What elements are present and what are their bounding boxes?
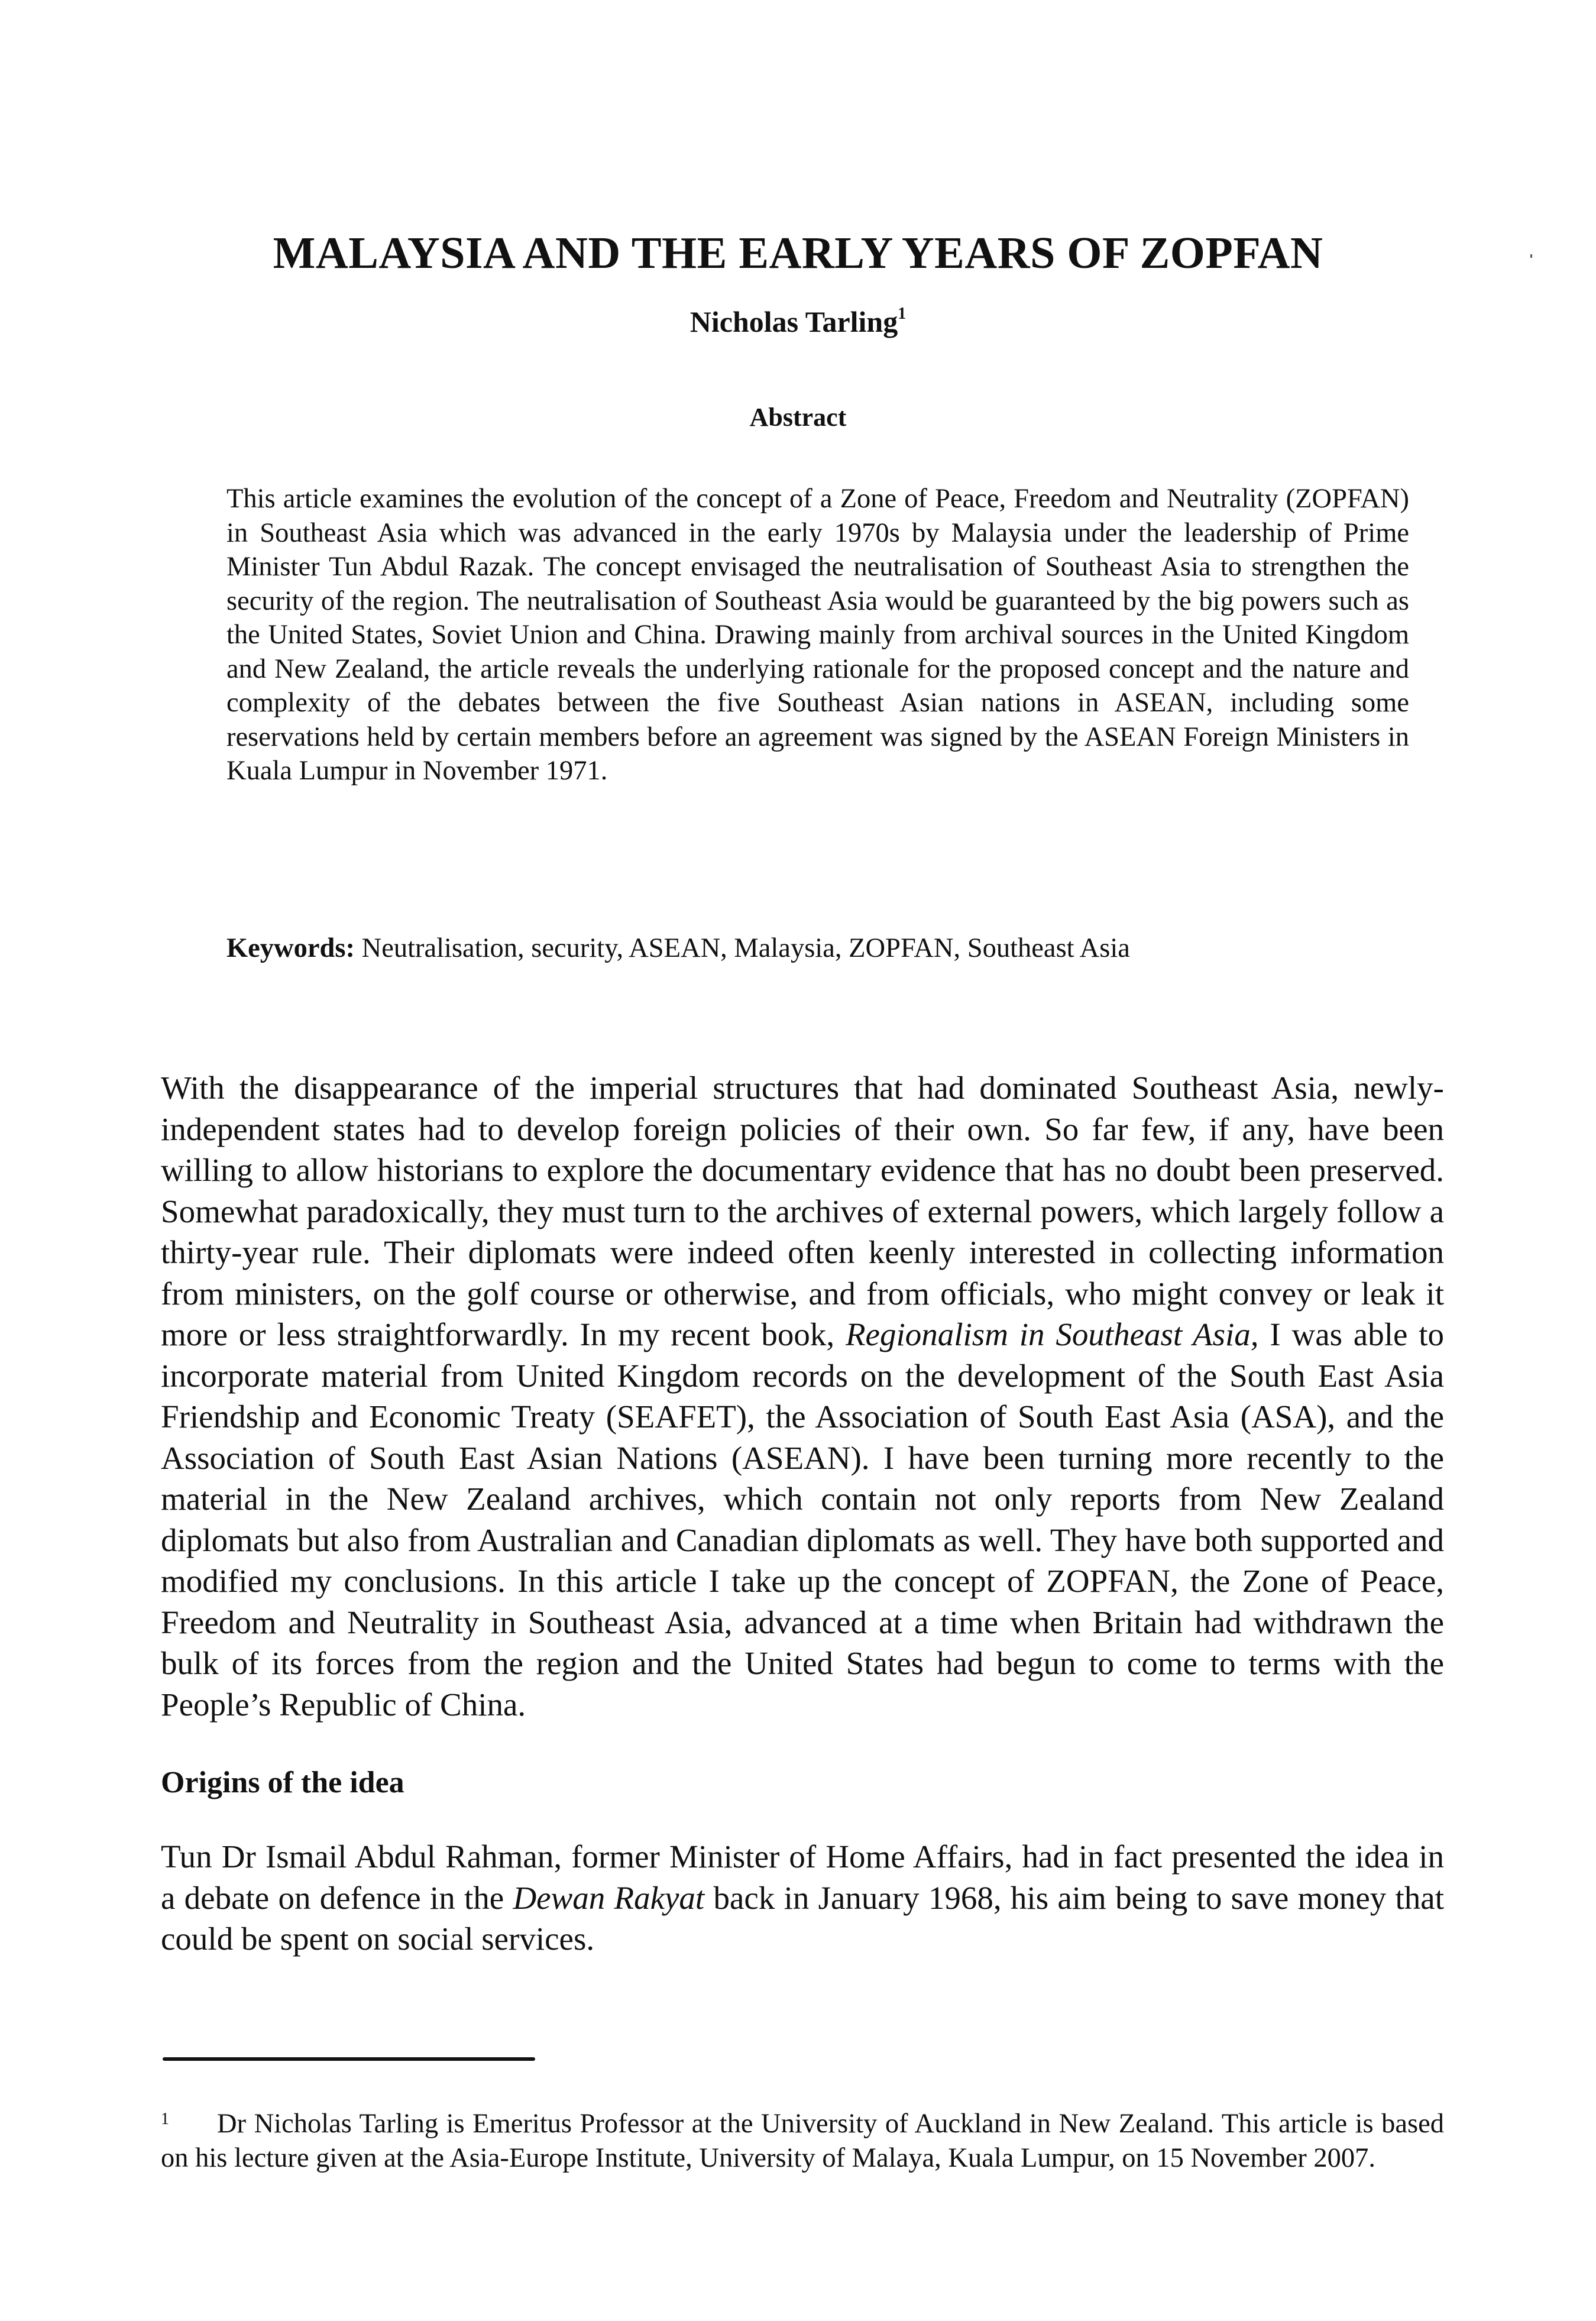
keywords-line [226, 931, 1409, 966]
abstract-text: This article examines the evolution of the concept of a Zone of Peace, Freedom and Neutrality (ZOPFAN) in Southeast Asia which was advanced in the early 1970s by Malaysia under the leadership of Prime Minister Tun Abdul Razak. The concept envisaged the neutralisation of Southeast Asia to strengthen the security of the region. The neutralisation of Southeast Asia would be guaranteed by the big powers such as the United States, Soviet Union and China. Drawing mainly from archival sources in the United Kingdom and New Zealand, the article reveals the underlying rationale for the proposed concept and the nature and complexity of the debates between the five Southeast Asian nations in ASEAN, including some reservations held by certain members before an agreement was signed by the ASEAN Foreign Ministers in Kuala Lumpur in November 1971. [226, 484, 1409, 786]
footnote-text: Dr Nicholas Tarling is Emeritus Professor at the University of Auckland in New Zealand. This article is based on his lecture given at the Asia-Europe Institute, University of Malaya, Kuala Lumpur, on 15 November 2007. [161, 2109, 1444, 2173]
book-title: Regionalism in Southeast Asia, [845, 1316, 1259, 1352]
keywords-list: Neutralisation, security, ASEAN, Malaysia, ZOPFAN, Southeast Asia [361, 933, 1130, 963]
intro-text-part2: I was able to incorporate material from United Kingdom records on the development of the South East Asia Friendship and Economic Treaty (SEAFET), the Association of South East Asia (ASA), and the Association of South East Asian Nations (ASEAN). I have been turning more recently to the material in the New Zealand archives, which contain not only reports from New Zealand diplomats but also from Australian and Canadian diplomats as well. They have both supported and modified my conclusions. In this article I take up the concept of ZOPFAN, the Zone of Peace, Freedom and Neutrality in Southeast Asia, advanced at a time when Britain had withdrawn the bulk of its forces from the region and the United States had begun to come to terms with the People’s Republic of China. [161, 1316, 1444, 1723]
scan-artifact [1530, 254, 1532, 258]
origins-text-part2: back in January 1968, his aim being to save money that could be spent on social services. [161, 1879, 1445, 1957]
author-name [0, 305, 1596, 339]
footnote-mark: 1 [161, 2110, 169, 2128]
author-name-text: Nicholas Tarling [689, 305, 898, 338]
intro-paragraph [161, 1067, 1444, 1725]
origins-paragraph [161, 1836, 1444, 1960]
dewan-rakyat: Dewan Rakyat [513, 1879, 705, 1916]
origins-text-part1: Tun Dr Ismail Abdul Rahman, former Minister of Home Affairs, had in fact presented the idea in a debate on defence in the [161, 1838, 1444, 1916]
footnote [161, 2102, 1444, 2175]
intro-text-part1: With the disappearance of the imperial structures that had dominated Southeast Asia, newly-independent states had to develop foreign policies of their own. So far few, if any, have been willing to allow historians to explore the documentary evidence that has no doubt been preserved. Somewhat paradoxically, they must turn to the archives of external powers, which largely follow a thirty-year rule. Their diplomats were indeed often keenly interested in collecting information from ministers, on the golf course or otherwise, and from officials, who might convey or leak it more or less straightforwardly. In my recent book, [161, 1070, 1444, 1352]
footnote-divider [163, 2057, 535, 2061]
author-footnote-mark: 1 [898, 305, 907, 323]
section-heading: Origins of the idea [161, 1766, 404, 1799]
keywords-label: Keywords: [226, 933, 355, 963]
abstract-heading: Abstract [749, 403, 847, 432]
article-title: MALAYSIA AND THE EARLY YEARS OF ZOPFAN [273, 228, 1323, 278]
